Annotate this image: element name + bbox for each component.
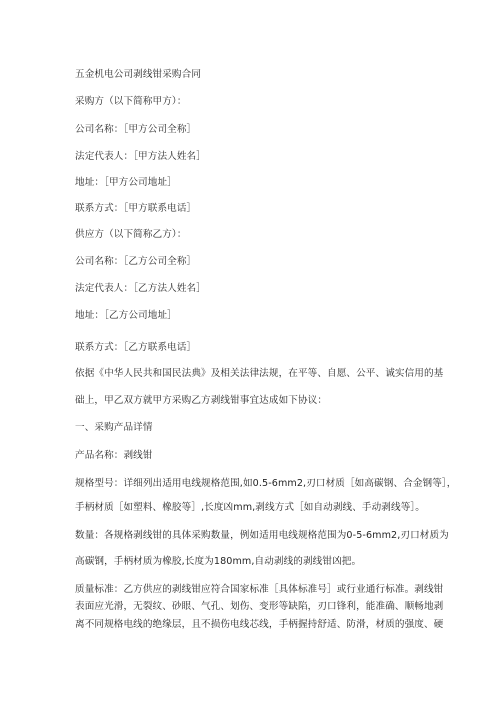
buyer-address: 地址：［甲方公司地址］ [75,177,177,188]
buyer-representative: 法定代表人：［甲方法人姓名］ [75,151,206,162]
quantity-line-2: 高碳钢，手柄材质为橡胶,长度为180mm,自动剥线的剥线钳凶把。 [75,556,362,567]
seller-address: 地址：［乙方公司地址］ [75,310,177,321]
product-name: 产品名称：剥线钳 [75,450,153,461]
seller-representative: 法定代表人：［乙方法人姓名］ [75,283,206,294]
buyer-company: 公司名称：［甲方公司全称］ [75,124,197,135]
quantity-line-1: 数量：各规格剥线钳的具体采购数量，例如适用电线规格范围为0-5-6mm2,刃口材质为 [75,530,449,541]
seller-heading: 供应方（以下简称乙方）： [75,229,187,240]
spec-line-1: 规格型号：详细列出适用电线规格范围,如0.5-6mm2,刃口材质［如高碳钢、合金钢等］， [75,478,457,489]
preamble-line-1: 依据《中华人民共和国民法典》及相关法律法规，在平等、自愿、公平、诚实信用的基 [75,368,444,379]
document-title: 五金机电公司剥线钳采购合同 [75,69,202,80]
section-heading: 一、采购产品详情 [75,422,153,433]
preamble-line-2: 础上，甲乙双方就甲方采购乙方剥线钳事宜达成如下协议： [75,395,328,406]
buyer-contact: 联系方式：［甲方联系电话］ [75,203,197,214]
seller-company: 公司名称：［乙方公司全称］ [75,256,197,267]
quality-line-1: 质量标准：乙方供应的剥线钳应符合国家标准［具体标准号］或行业通行标准。剥线钳 [75,584,444,595]
seller-contact: 联系方式：［乙方联系电话］ [75,342,197,353]
buyer-heading: 采购方（以下简称甲方）： [75,96,187,107]
quality-line-2: 表面应光滑，无裂纹、砂眼、气孔、划伤、变形等缺陷，刃口锋利，能准确、顺畅地剥 [75,601,444,612]
quality-line-3: 离不同规格电线的绝缘层，且不损伤电线芯线，手柄握持舒适、防滑，材质的强度、硬 [75,619,444,630]
spec-line-2: 手柄材质［如塑料、橡胶等］,长度凶mm,剥线方式［如自动剥线、手动剥线等］。 [75,502,425,513]
